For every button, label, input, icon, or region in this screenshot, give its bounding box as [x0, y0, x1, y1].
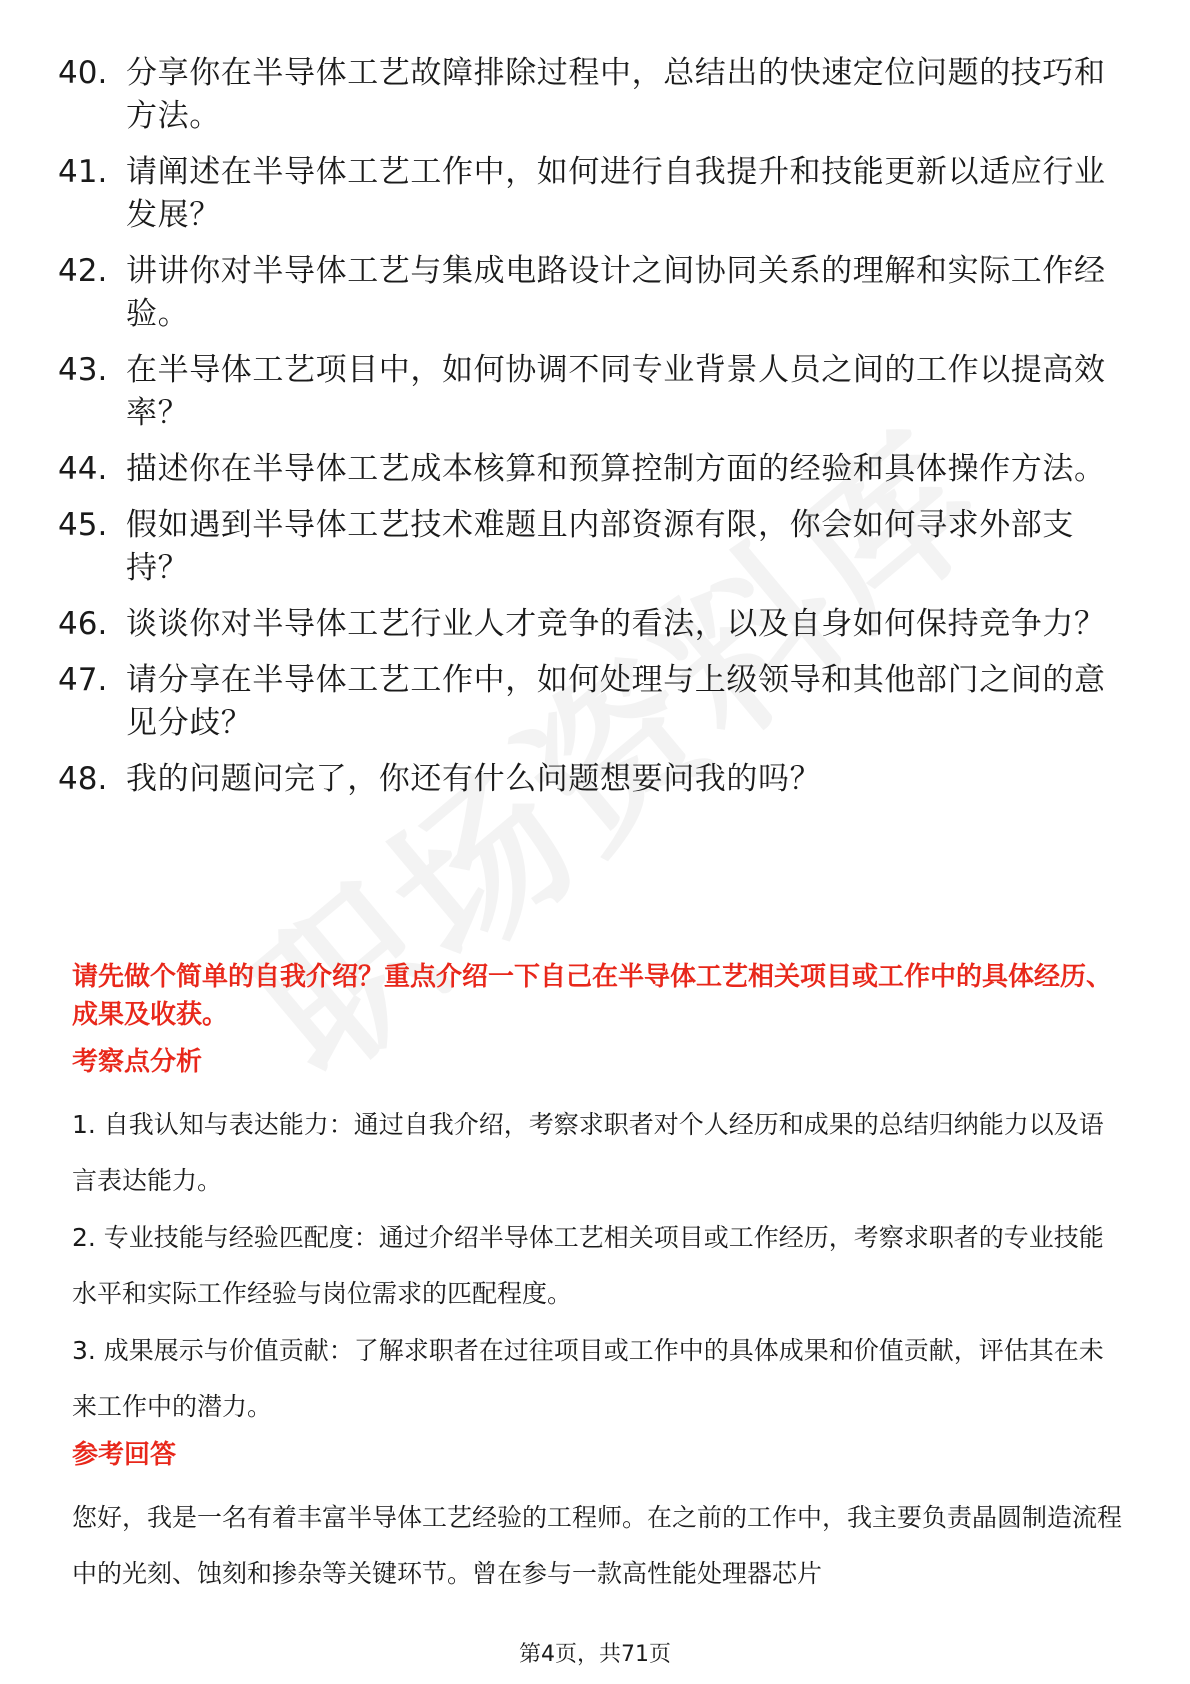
question-text: 我的问题问完了，你还有什么问题想要问我的吗？ — [126, 761, 822, 797]
question-text: 请阐述在半导体工艺工作中，如何进行自我提升和技能更新以适应行业发展？ — [126, 154, 1106, 233]
question-text: 讲讲你对半导体工艺与集成电路设计之间协同关系的理解和实际工作经验。 — [126, 253, 1106, 332]
page-footer: 第4页，共71页 — [519, 1642, 671, 1667]
question-text: 描述你在半导体工艺成本核算和预算控制方面的经验和具体操作方法。 — [126, 451, 1106, 487]
question-text: 请分享在半导体工艺工作中，如何处理与上级领导和其他部门之间的意见分歧？ — [126, 662, 1106, 741]
list-item — [58, 250, 1128, 336]
analysis-point: 2. 专业技能与经验匹配度：通过介绍半导体工艺相关项目或工作经历，考察求职者的专业技能水平和实际工作经验与岗位需求的匹配程度。 — [72, 1223, 1104, 1308]
question-text: 分享你在半导体工艺故障排除过程中，总结出的快速定位问题的技巧和方法。 — [126, 55, 1106, 134]
question-text: 假如遇到半导体工艺技术难题且内部资源有限，你会如何寻求外部支持？ — [126, 507, 1074, 586]
question-number: 40. — [58, 55, 108, 91]
answer-text: 您好，我是一名有着丰富半导体工艺经验的工程师。在之前的工作中，我主要负责晶圆制造流程中的光刻、蚀刻和掺杂等关键环节。曾在参与一款高性能处理器芯片 — [72, 1503, 1123, 1588]
question-number: 46. — [58, 606, 108, 642]
list-item — [58, 758, 1128, 801]
analysis-point: 3. 成果展示与价值贡献：了解求职者在过往项目或工作中的具体成果和价值贡献，评估其在未来工作中的潜力。 — [72, 1336, 1104, 1421]
list-item — [58, 659, 1128, 745]
question-number: 43. — [58, 352, 108, 388]
list-item — [58, 349, 1128, 435]
list-item — [58, 603, 1128, 646]
featured-question: 请先做个简单的自我介绍？重点介绍一下自己在半导体工艺相关项目或工作中的具体经历、成果及收获。 — [72, 962, 1113, 1030]
list-item — [58, 448, 1128, 491]
question-number: 44. — [58, 451, 108, 487]
list-item — [58, 52, 1128, 138]
question-number: 42. — [58, 253, 108, 289]
analysis-point: 1. 自我认知与表达能力：通过自我介绍，考察求职者对个人经历和成果的总结归纳能力以及语言表达能力。 — [72, 1110, 1104, 1195]
question-number: 47. — [58, 662, 108, 698]
question-number: 48. — [58, 761, 108, 797]
question-text: 在半导体工艺项目中，如何协调不同专业背景人员之间的工作以提高效率？ — [126, 352, 1106, 431]
list-item — [58, 504, 1128, 590]
answer-heading: 参考回答 — [72, 1440, 177, 1470]
question-number: 41. — [58, 154, 108, 190]
analysis-heading: 考察点分析 — [72, 1047, 203, 1077]
question-text: 谈谈你对半导体工艺行业人才竞争的看法，以及自身如何保持竞争力？ — [126, 606, 1106, 642]
question-list — [58, 52, 1128, 814]
list-item — [58, 151, 1128, 237]
question-number: 45. — [58, 507, 108, 543]
